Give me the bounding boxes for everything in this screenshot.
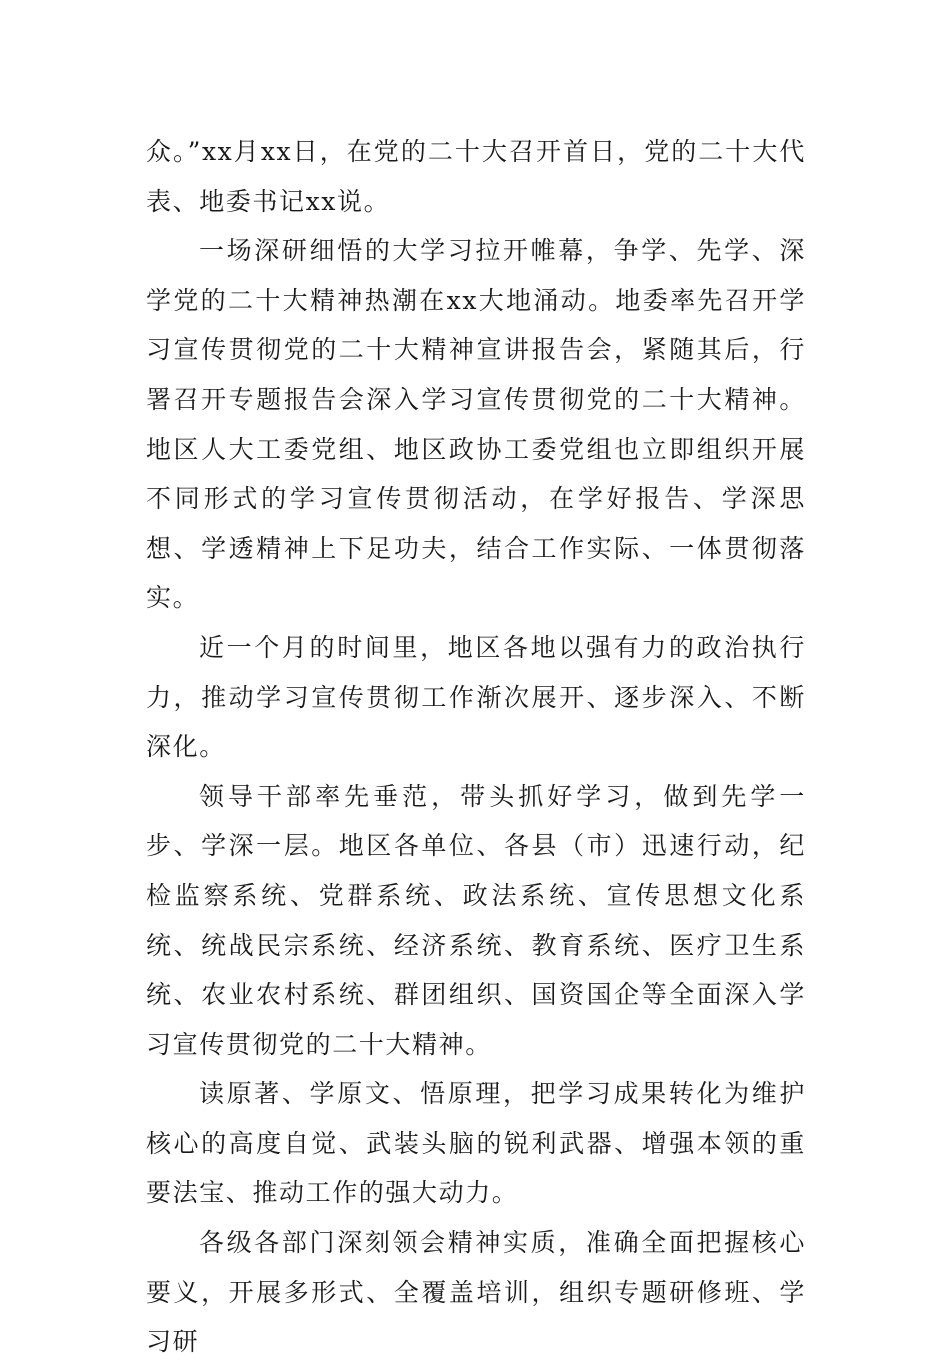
paragraph-4: 领导干部率先垂范，带头抓好学习，做到先学一步、学深一层。地区各单位、各县（市）迅速行动，纪检监察系统、党群系统、政法系统、宣传思想文化系统、统战民宗系统、经济系统、教育系统、医疗卫生系统、农业农村系统、群团组织、国资国企等全面深入学习宣传贯彻党的二十大精神。 (146, 781, 806, 1059)
paragraph-1: 众。”xx月xx日，在党的二十大召开首日，党的二十大代表、地委书记xx说。 (146, 137, 806, 216)
paragraph-5: 读原著、学原文、悟原理，把学习成果转化为维护核心的高度自觉、武装头脑的锐利武器、增强本领的重要法宝、推动工作的强大动力。 (146, 1079, 806, 1208)
paragraph-2: 一场深研细悟的大学习拉开帷幕，争学、先学、深学党的二十大精神热潮在xx大地涌动。地委率先召开学习宣传贯彻党的二十大精神宣讲报告会，紧随其后，行署召开专题报告会深入学习宣传贯彻党的二十大精神。地区人大工委党组、地区政协工委党组也立即组织开展不同形式的学习宣传贯彻活动，在学好报告、学深思想、学透精神上下足功夫，结合工作实际、一体贯彻落实。 (146, 236, 806, 613)
paragraph-6: 各级各部门深刻领会精神实质，准确全面把握核心要义，开展多形式、全覆盖培训，组织专题研修班、学习研 (146, 1228, 806, 1357)
document-body (146, 127, 806, 1367)
paragraph-3: 近一个月的时间里，地区各地以强有力的政治执行力，推动学习宣传贯彻工作渐次展开、逐步深入、不断深化。 (146, 632, 806, 762)
